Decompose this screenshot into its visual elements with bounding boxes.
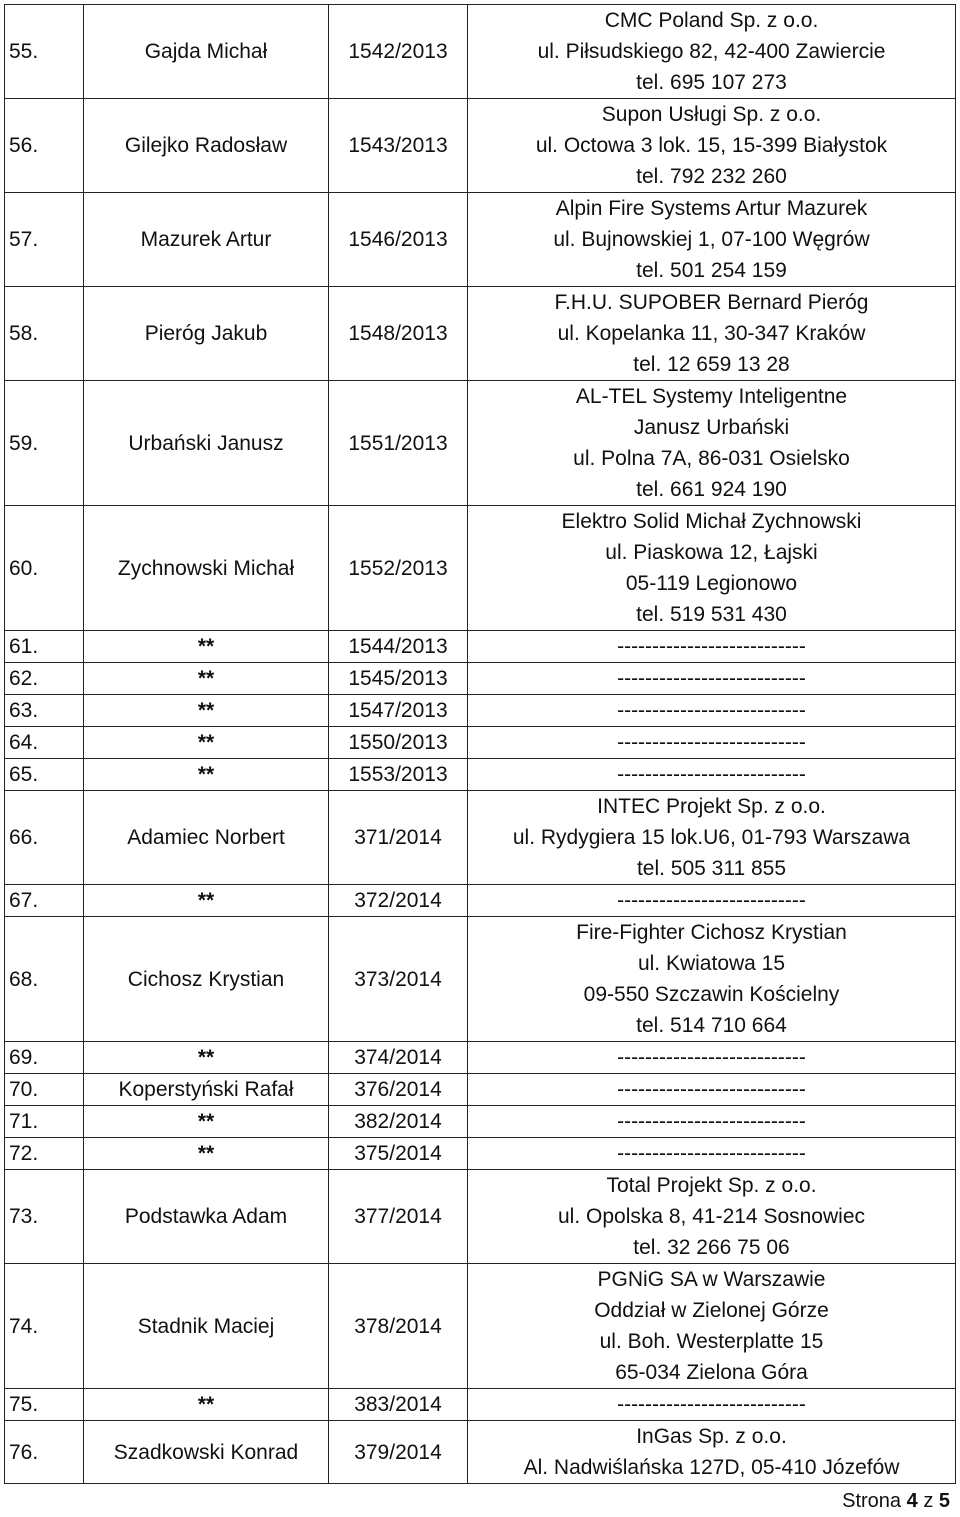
company-cell — [468, 631, 956, 663]
company-cell — [468, 917, 956, 1042]
table-row — [5, 1106, 956, 1138]
permit-number: 374/2014 — [329, 1042, 468, 1074]
person-name: ** — [84, 695, 329, 727]
row-number: 67. — [5, 885, 84, 917]
table-row — [5, 631, 956, 663]
company-cell — [468, 193, 956, 287]
company-line: tel. 12 659 13 28 — [633, 353, 790, 376]
company-line: ul. Kwiatowa 15 — [637, 952, 786, 975]
permit-number: 372/2014 — [329, 885, 468, 917]
permit-number: 1551/2013 — [329, 381, 468, 506]
person-name: Stadnik Maciej — [84, 1264, 329, 1389]
person-name: Szadkowski Konrad — [84, 1421, 329, 1484]
table-row — [5, 695, 956, 727]
company-line: tel. 501 254 159 — [636, 259, 787, 282]
company-line: tel. 695 107 273 — [636, 71, 787, 94]
row-number: 59. — [5, 381, 84, 506]
row-number: 74. — [5, 1264, 84, 1389]
company-line: Alpin Fire Systems Artur Mazurek — [555, 197, 868, 220]
company-line: --------------------------- — [617, 731, 806, 754]
company-line: Al. Nadwiślańska 127D, 05-410 Józefów — [523, 1456, 900, 1479]
table-row — [5, 885, 956, 917]
person-name: ** — [84, 727, 329, 759]
footer-page: 4 — [906, 1490, 918, 1512]
company-cell — [468, 1106, 956, 1138]
company-line: AL-TEL Systemy Inteligentne — [575, 385, 848, 408]
registry-body — [5, 5, 956, 1484]
company-line: ul. Boh. Westerplatte 15 — [599, 1330, 824, 1353]
table-row — [5, 381, 956, 506]
company-line: tel. 792 232 260 — [636, 165, 787, 188]
company-line: ul. Piaskowa 12, Łajski — [605, 541, 818, 564]
person-name: ** — [84, 885, 329, 917]
company-line: 05-119 Legionowo — [625, 572, 798, 595]
company-line: ul. Kopelanka 11, 30-347 Kraków — [557, 322, 866, 345]
company-line: --------------------------- — [617, 667, 806, 690]
company-cell — [468, 287, 956, 381]
permit-number: 377/2014 — [329, 1170, 468, 1264]
row-number: 55. — [5, 5, 84, 99]
row-number: 68. — [5, 917, 84, 1042]
company-line: F.H.U. SUPOBER Bernard Pieróg — [554, 291, 869, 314]
company-cell — [468, 791, 956, 885]
company-cell — [468, 506, 956, 631]
table-row — [5, 663, 956, 695]
company-line: --------------------------- — [617, 1046, 806, 1069]
permit-number: 1550/2013 — [329, 727, 468, 759]
company-line: --------------------------- — [617, 699, 806, 722]
row-number: 69. — [5, 1042, 84, 1074]
company-line: tel. 32 266 75 06 — [633, 1236, 790, 1259]
company-line: ul. Octowa 3 lok. 15, 15-399 Białystok — [535, 134, 888, 157]
company-line: InGas Sp. z o.o. — [636, 1425, 787, 1448]
person-name: Adamiec Norbert — [84, 791, 329, 885]
company-line: CMC Poland Sp. z o.o. — [604, 9, 819, 32]
permit-number: 1547/2013 — [329, 695, 468, 727]
company-cell — [468, 1042, 956, 1074]
person-name: Gajda Michał — [84, 5, 329, 99]
company-cell — [468, 1074, 956, 1106]
row-number: 60. — [5, 506, 84, 631]
table-row — [5, 5, 956, 99]
person-name: ** — [84, 1042, 329, 1074]
company-line: INTEC Projekt Sp. z o.o. — [597, 795, 826, 818]
person-name: Pieróg Jakub — [84, 287, 329, 381]
row-number: 57. — [5, 193, 84, 287]
table-row — [5, 791, 956, 885]
person-name: Cichosz Krystian — [84, 917, 329, 1042]
company-cell — [468, 5, 956, 99]
row-number: 76. — [5, 1421, 84, 1484]
table-row — [5, 759, 956, 791]
table-row — [5, 287, 956, 381]
person-name: Zychnowski Michał — [84, 506, 329, 631]
table-row — [5, 1138, 956, 1170]
table-row — [5, 506, 956, 631]
company-line: Elektro Solid Michał Zychnowski — [561, 510, 862, 533]
company-line: tel. 505 311 855 — [636, 857, 787, 880]
company-cell — [468, 759, 956, 791]
company-line: --------------------------- — [617, 1078, 806, 1101]
person-name: Urbański Janusz — [84, 381, 329, 506]
table-row — [5, 1074, 956, 1106]
company-line: ul. Opolska 8, 41-214 Sosnowiec — [557, 1205, 865, 1228]
company-cell — [468, 381, 956, 506]
permit-number: 1545/2013 — [329, 663, 468, 695]
row-number: 61. — [5, 631, 84, 663]
permit-number: 1552/2013 — [329, 506, 468, 631]
table-row — [5, 727, 956, 759]
registry-table — [4, 4, 956, 1484]
row-number: 62. — [5, 663, 84, 695]
permit-number: 1543/2013 — [329, 99, 468, 193]
permit-number: 379/2014 — [329, 1421, 468, 1484]
company-cell — [468, 1421, 956, 1484]
company-line: PGNiG SA w Warszawie — [597, 1268, 826, 1291]
person-name: ** — [84, 1389, 329, 1421]
company-cell — [468, 695, 956, 727]
person-name: Mazurek Artur — [84, 193, 329, 287]
company-line: --------------------------- — [617, 635, 806, 658]
permit-number: 376/2014 — [329, 1074, 468, 1106]
table-row — [5, 193, 956, 287]
person-name: ** — [84, 663, 329, 695]
company-line: tel. 514 710 664 — [636, 1014, 787, 1037]
permit-number: 378/2014 — [329, 1264, 468, 1389]
person-name: ** — [84, 1138, 329, 1170]
person-name: Koperstyński Rafał — [84, 1074, 329, 1106]
row-number: 75. — [5, 1389, 84, 1421]
row-number: 73. — [5, 1170, 84, 1264]
permit-number: 373/2014 — [329, 917, 468, 1042]
company-cell — [468, 727, 956, 759]
footer-total: 5 — [938, 1490, 950, 1512]
company-cell — [468, 99, 956, 193]
table-row — [5, 917, 956, 1042]
permit-number: 1548/2013 — [329, 287, 468, 381]
company-line: 65-034 Zielona Góra — [615, 1361, 808, 1384]
company-line: Oddział w Zielonej Górze — [594, 1299, 829, 1322]
company-cell — [468, 663, 956, 695]
permit-number: 375/2014 — [329, 1138, 468, 1170]
company-line: ul. Rydygiera 15 lok.U6, 01-793 Warszawa — [512, 826, 911, 849]
company-line: --------------------------- — [617, 763, 806, 786]
footer-sep: z — [923, 1490, 934, 1512]
company-line: Fire-Fighter Cichosz Krystian — [576, 921, 847, 944]
table-row — [5, 1170, 956, 1264]
company-line: tel. 661 924 190 — [636, 478, 787, 501]
row-number: 72. — [5, 1138, 84, 1170]
person-name: ** — [84, 759, 329, 791]
row-number: 63. — [5, 695, 84, 727]
company-line: ul. Polna 7A, 86-031 Osielsko — [573, 447, 850, 470]
table-row — [5, 1389, 956, 1421]
person-name: Gilejko Radosław — [84, 99, 329, 193]
page-footer — [842, 1490, 950, 1513]
row-number: 70. — [5, 1074, 84, 1106]
table-row — [5, 1421, 956, 1484]
permit-number: 1542/2013 — [329, 5, 468, 99]
table-row — [5, 99, 956, 193]
company-line: ul. Bujnowskiej 1, 07-100 Węgrów — [553, 228, 870, 251]
row-number: 71. — [5, 1106, 84, 1138]
company-cell — [468, 885, 956, 917]
company-cell — [468, 1264, 956, 1389]
table-row — [5, 1042, 956, 1074]
company-line: Supon Usługi Sp. z o.o. — [601, 103, 822, 126]
row-number: 65. — [5, 759, 84, 791]
company-line: tel. 519 531 430 — [636, 603, 787, 626]
company-line: 09-550 Szczawin Kościelny — [583, 983, 840, 1006]
company-line: ul. Piłsudskiego 82, 42-400 Zawiercie — [537, 40, 886, 63]
company-cell — [468, 1389, 956, 1421]
row-number: 56. — [5, 99, 84, 193]
permit-number: 382/2014 — [329, 1106, 468, 1138]
company-line: Janusz Urbański — [633, 416, 790, 439]
company-line: --------------------------- — [617, 1393, 806, 1416]
row-number: 64. — [5, 727, 84, 759]
row-number: 58. — [5, 287, 84, 381]
permit-number: 383/2014 — [329, 1389, 468, 1421]
table-row — [5, 1264, 956, 1389]
company-line: --------------------------- — [617, 1110, 806, 1133]
permit-number: 1546/2013 — [329, 193, 468, 287]
person-name: ** — [84, 1106, 329, 1138]
company-cell — [468, 1138, 956, 1170]
permit-number: 1544/2013 — [329, 631, 468, 663]
person-name: ** — [84, 631, 329, 663]
company-line: --------------------------- — [617, 889, 806, 912]
permit-number: 371/2014 — [329, 791, 468, 885]
company-line: Total Projekt Sp. z o.o. — [606, 1174, 817, 1197]
permit-number: 1553/2013 — [329, 759, 468, 791]
company-line: --------------------------- — [617, 1142, 806, 1165]
person-name: Podstawka Adam — [84, 1170, 329, 1264]
row-number: 66. — [5, 791, 84, 885]
company-cell — [468, 1170, 956, 1264]
footer-label: Strona — [842, 1490, 902, 1512]
